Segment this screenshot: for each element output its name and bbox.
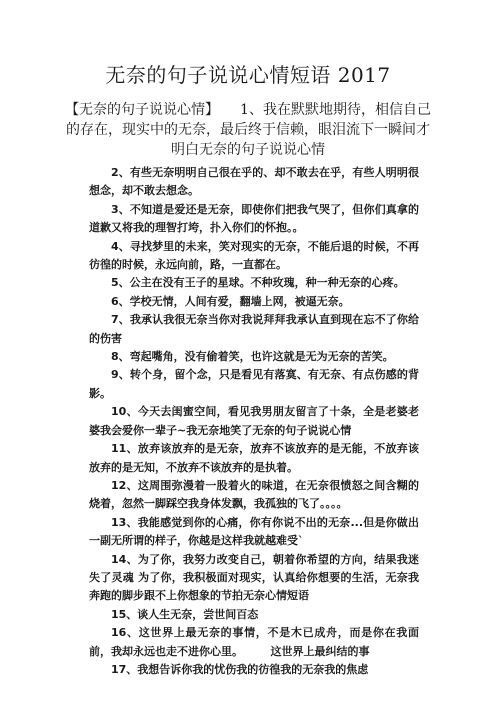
body-paragraph: 15、谈人生无奈，尝世间百态 (111, 607, 259, 621)
body-paragraph: 9、转个身，留个念，只是看见有落寞、有无奈、有点伤感的背影。 (89, 368, 419, 400)
body-paragraph: 13、我能感觉到你的心痛，你有你说不出的无奈...但是你做出一副无所谓的样子，你越是这样我就越难受` (89, 515, 419, 548)
body-paragraph: 14、为了你，我努力改变自己，朝着你希望的方向，结果我迷失了灵魂 为了你，我积极面对现实，认真给你想要的生活，无奈我奔跑的脚步跟不上你想象的节拍无奈心情短语 (89, 552, 419, 603)
body-paragraph: 12、这周围弥漫着一股着火的味道，在无奈很愤怒之间含糊的烧着，忽然一脚踩空我身体发飘，我孤独的飞了。。。。 (89, 478, 419, 511)
body-paragraph: 3、不知道是爱还是无奈，即使你们把我气哭了，但你们真拿的道歉又将我的理智打垮，扑入你们的怀抱。。 (89, 202, 419, 235)
body-paragraph: 16、这世界上最无奈的事情，不是木已成舟，而是你在我面前，我却永远也走不进你心里。 这世界上最纠结的事 (89, 626, 419, 658)
body-content (89, 164, 419, 679)
body-paragraph: 6、学校无情，人间有爱，翻墙上网，被逼无奈。 (111, 294, 350, 308)
body-paragraph: 2、有些无奈明明自己很在乎的、却不敢去在乎，有些人明明很想念，却不敢去想念。 (89, 166, 419, 198)
body-paragraph: 10、今天去闺蜜空间，看见我男朋友留言了十条，全是老婆老婆我会爱你一辈子~我无奈地笑了无奈的句子说说心情 (89, 405, 419, 437)
body-paragraph: 17、我想告诉你我的忧伤我的彷徨我的无奈我的焦虑 (111, 662, 369, 676)
body-paragraph: 8、弯起嘴角，没有偷着笑，也许这就是无为无奈的苦笑。 (111, 350, 394, 364)
body-paragraph: 5、公主在没有王子的星球。不种玫瑰，种一种无奈的心疼。 (111, 276, 405, 290)
body-paragraph: 7、我承认我很无奈当你对我说拜拜我承认直到现在忘不了你给的伤害 (89, 313, 419, 345)
body-paragraph: 11、放弃该放弃的是无奈，放弃不该放弃的是无能，不放弃该放弃的是无知，不放弃不该放弃的是执着。 (89, 442, 419, 474)
intro-paragraph: 【无奈的句子说说心情】 1、我在默默地期待，相信自己的存在，现实中的无奈，最后终于信赖，眼泪流下一瞬间才明白无奈的句子说说心情 (65, 102, 431, 158)
document-title: 无奈的句子说说心情短语 2017 (105, 63, 391, 87)
body-paragraph: 4、寻找梦里的未来，笑对现实的无奈，不能后退的时候，不再彷徨的时候，永远向前，路，一直都在。 (89, 239, 419, 272)
